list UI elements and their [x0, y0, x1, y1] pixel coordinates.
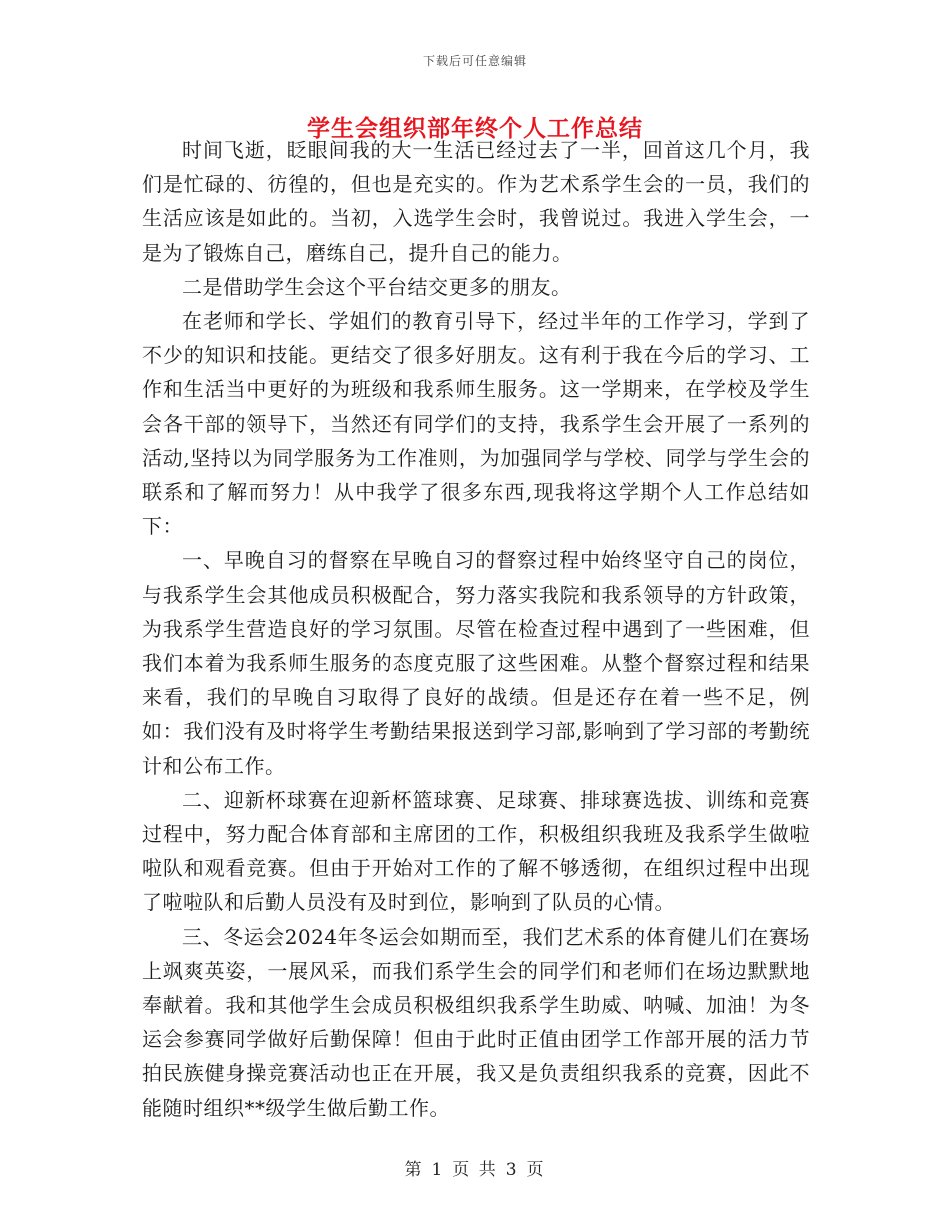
paragraph-section-1: 一、早晚自习的督察在早晚自习的督察过程中始终坚守自己的岗位，与我系学生会其他成员积极配合，努力落实我院和我系领导的方针政策，为我系学生营造良好的学习氛围。尽管在检查过程中遇到了一些困难，但我们本着为我系师生服务的态度克服了这些困难。从整个督察过程和结果来看，我们的早晚自习取得了良好的战绩。但是还存在着一些不足，例如：我们没有及时将学生考勤结果报送到学习部,影响到了学习部的考勤统计和公布工作。: [142, 548, 810, 778]
footer-middle: 页 共: [452, 1160, 498, 1180]
footer-prefix: 第: [404, 1160, 424, 1180]
paragraph-second-purpose: 二是借助学生会这个平台结交更多的朋友。: [182, 274, 572, 299]
paragraph-section-3: 三、冬运会2024年冬运会如期而至，我们艺术系的体育健儿们在赛场上飒爽英姿，一展风采，而我们系学生会的同学们和老师们在场边默默地奉献着。我和其他学生会成员积极组织我系学生助威、呐喊、加油！为冬运会参赛同学做好后勤保障！但由于此时正值由团学工作部开展的活力节拍民族健身操竞赛活动也正在开展，我又是负责组织我系的竞赛，因此不能随时组织**级学生做后勤工作。: [142, 924, 810, 1120]
footer-total-pages: 3: [505, 1160, 519, 1180]
paragraph-learning: 在老师和学长、学姐们的教育引导下，经过半年的工作学习，学到了不少的知识和技能。更结交了很多好朋友。这有利于我在今后的学习、工作和生活当中更好的为班级和我系师生服务。这一学期来，在学校及学生会各干部的领导下，当然还有同学们的支持，我系学生会开展了一系列的活动,坚持以为同学服务为工作准则，为加强同学与学校、同学与学生会的联系和了解而努力！从中我学了很多东西,现我将这学期个人工作总结如下：: [142, 309, 810, 539]
footer-suffix: 页: [526, 1160, 546, 1180]
page-footer: [0, 1155, 950, 1180]
document-body: [142, 133, 810, 1125]
footer-current-page: 1: [431, 1160, 445, 1180]
paragraph-section-2: 二、迎新杯球赛在迎新杯篮球赛、足球赛、排球赛选拔、训练和竞赛过程中，努力配合体育部和主席团的工作，积极组织我班及我系学生做啦啦队和观看竞赛。但由于开始对工作的了解不够透彻，在组织过程中出现了啦啦队和后勤人员没有及时到位，影响到了队员的心情。: [142, 787, 810, 915]
paragraph-intro: 时间飞逝，眨眼间我的大一生活已经过去了一半，回首这几个月，我们是忙碌的、彷徨的，但也是充实的。作为艺术系学生会的一员，我们的生活应该是如此的。当初，入选学生会时，我曾说过。我进入学生会，一是为了锻炼自己，磨练自己，提升自己的能力。: [142, 138, 810, 265]
header-note: 下载后可任意编辑: [422, 54, 527, 68]
document-title: 学生会组织部年终个人工作总结: [307, 115, 643, 142]
